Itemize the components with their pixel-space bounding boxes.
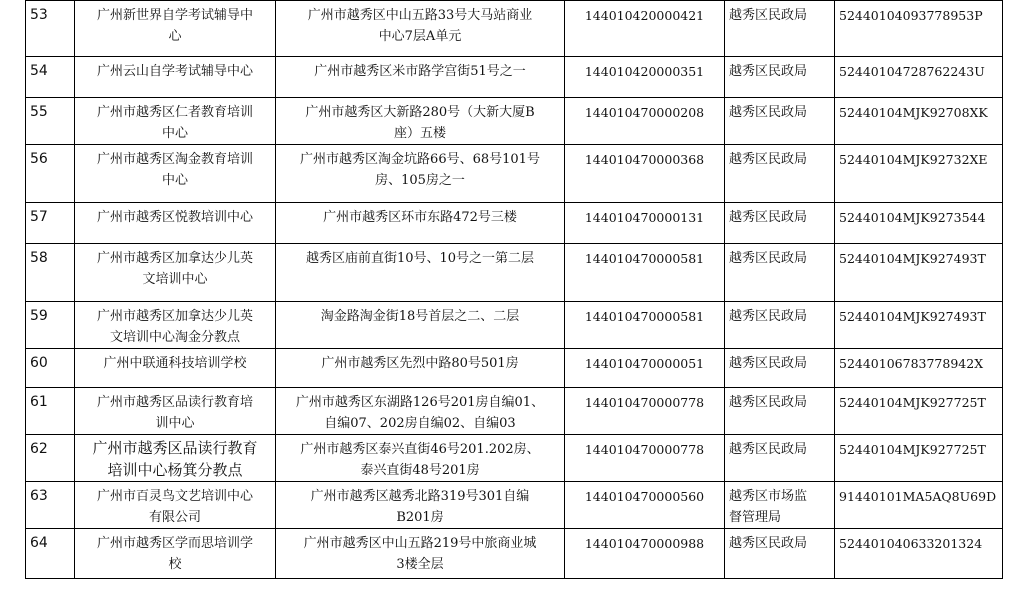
organization-address-line: 广州市越秀区中山五路219号中旅商业城 bbox=[303, 536, 537, 551]
registration-authority bbox=[725, 482, 835, 529]
credit-code: 52440104093778953P bbox=[835, 1, 1003, 57]
registration-authority bbox=[725, 145, 835, 203]
organization-address bbox=[276, 203, 565, 244]
registration-authority bbox=[725, 388, 835, 435]
organization-name-line: 广州市越秀区悦教培训中心 bbox=[96, 210, 253, 225]
organization-address-line: B201房 bbox=[396, 510, 444, 525]
organization-name-line: 广州市越秀区仁者教育培训 bbox=[96, 105, 253, 120]
registration-authority-line: 越秀区市场监 bbox=[729, 489, 808, 504]
organization-address-line: 广州市越秀区中山五路33号大马站商业 bbox=[307, 8, 533, 23]
table-row bbox=[26, 57, 1003, 98]
registration-authority bbox=[725, 57, 835, 98]
registration-authority-line: 督管理局 bbox=[729, 510, 782, 525]
table-row bbox=[26, 349, 1003, 388]
row-number: 64 bbox=[26, 529, 75, 579]
organization-name bbox=[75, 203, 276, 244]
row-number: 55 bbox=[26, 98, 75, 145]
organization-address bbox=[276, 98, 565, 145]
organization-name-line: 校 bbox=[168, 557, 182, 572]
organization-address bbox=[276, 482, 565, 529]
license-code: 144010470000131 bbox=[565, 203, 725, 244]
license-code: 144010470000581 bbox=[565, 244, 725, 302]
table-row bbox=[26, 98, 1003, 145]
registration-authority-line: 越秀区民政局 bbox=[729, 356, 808, 371]
organization-name-line: 培训中心杨箕分教点 bbox=[107, 461, 243, 479]
organization-name bbox=[75, 529, 276, 579]
credit-code: 524401040633201324 bbox=[835, 529, 1003, 579]
organization-address bbox=[276, 349, 565, 388]
organization-address-line: 广州市越秀区越秀北路319号301自编 bbox=[310, 489, 530, 504]
credit-code: 52440104MJK9273544 bbox=[835, 203, 1003, 244]
organization-name bbox=[75, 1, 276, 57]
registration-authority-line: 越秀区民政局 bbox=[729, 105, 808, 120]
row-number: 61 bbox=[26, 388, 75, 435]
table-row bbox=[26, 435, 1003, 482]
credit-code: 52440104MJK927725T bbox=[835, 435, 1003, 482]
organization-name-line: 中心 bbox=[161, 173, 188, 188]
organization-name-line: 广州市百灵鸟文艺培训中心 bbox=[96, 489, 253, 504]
organization-name-line: 广州市越秀区品读行教育培 bbox=[96, 395, 253, 410]
registration-authority-line: 越秀区民政局 bbox=[729, 8, 808, 23]
table-row bbox=[26, 302, 1003, 349]
organization-address-line: 中心7层A单元 bbox=[378, 29, 462, 44]
table-row bbox=[26, 244, 1003, 302]
organization-name bbox=[75, 302, 276, 349]
registration-authority-line: 越秀区民政局 bbox=[729, 536, 808, 551]
table-row bbox=[26, 145, 1003, 203]
organization-name-line: 广州云山自学考试辅导中心 bbox=[96, 64, 253, 79]
organization-name bbox=[75, 244, 276, 302]
registration-authority-line: 越秀区民政局 bbox=[729, 210, 808, 225]
organization-name-line: 文培训中心淘金分教点 bbox=[109, 330, 240, 345]
row-number: 62 bbox=[26, 435, 75, 482]
organization-address bbox=[276, 1, 565, 57]
organization-name-line: 文培训中心 bbox=[142, 272, 208, 287]
table-row bbox=[26, 482, 1003, 529]
organization-name bbox=[75, 57, 276, 98]
organization-address-line: 广州市越秀区环市东路472号三楼 bbox=[323, 210, 517, 225]
organization-address-line: 广州市越秀区先烈中路80号501房 bbox=[321, 356, 519, 371]
table-row bbox=[26, 1, 1003, 57]
license-code: 144010470000988 bbox=[565, 529, 725, 579]
organization-name-line: 广州中联通科技培训学校 bbox=[103, 356, 247, 371]
organization-name bbox=[75, 388, 276, 435]
license-code: 144010470000051 bbox=[565, 349, 725, 388]
registration-authority bbox=[725, 98, 835, 145]
organization-name-line: 中心 bbox=[161, 126, 188, 141]
organization-name-line: 训中心 bbox=[155, 416, 195, 431]
row-number: 53 bbox=[26, 1, 75, 57]
registration-authority-line: 越秀区民政局 bbox=[729, 395, 808, 410]
row-number: 60 bbox=[26, 349, 75, 388]
registration-authority-line: 越秀区民政局 bbox=[729, 152, 808, 167]
row-number: 56 bbox=[26, 145, 75, 203]
organization-address-line: 座）五楼 bbox=[393, 126, 446, 141]
organization-name bbox=[75, 482, 276, 529]
license-code: 144010470000778 bbox=[565, 435, 725, 482]
organization-address-line: 广州市越秀区大新路280号（大新大厦B bbox=[305, 105, 535, 120]
organization-name-line: 有限公司 bbox=[148, 510, 201, 525]
credit-code: 52440104728762243U bbox=[835, 57, 1003, 98]
organization-address-line: 越秀区庙前直街10号、10号之一第二层 bbox=[305, 251, 535, 266]
license-code: 144010420000421 bbox=[565, 1, 725, 57]
registration-authority-line: 越秀区民政局 bbox=[729, 442, 808, 457]
organization-address-line: 广州市越秀区米市路学宫街51号之一 bbox=[314, 64, 526, 79]
row-number: 58 bbox=[26, 244, 75, 302]
row-number: 54 bbox=[26, 57, 75, 98]
registration-authority-line: 越秀区民政局 bbox=[729, 309, 808, 324]
organization-name-line: 心 bbox=[168, 29, 182, 44]
table-body bbox=[26, 1, 1003, 579]
credit-code: 52440104MJK927493T bbox=[835, 244, 1003, 302]
organization-address-line: 泰兴直街48号201房 bbox=[360, 463, 480, 478]
organization-name-line: 广州市越秀区淘金教育培训 bbox=[96, 152, 253, 167]
organization-address-line: 自编07、202房自编02、自编03 bbox=[324, 416, 516, 431]
credit-code: 52440104MJK92732XE bbox=[835, 145, 1003, 203]
row-number: 57 bbox=[26, 203, 75, 244]
credit-code: 52440104MJK927493T bbox=[835, 302, 1003, 349]
table-row bbox=[26, 388, 1003, 435]
organization-address-line: 3楼全层 bbox=[396, 557, 444, 572]
organization-address bbox=[276, 302, 565, 349]
registration-authority bbox=[725, 349, 835, 388]
credit-code: 52440106783778942X bbox=[835, 349, 1003, 388]
license-code: 144010470000560 bbox=[565, 482, 725, 529]
registration-authority-line: 越秀区民政局 bbox=[729, 251, 808, 266]
registration-authority bbox=[725, 529, 835, 579]
license-code: 144010470000581 bbox=[565, 302, 725, 349]
organization-address bbox=[276, 145, 565, 203]
organization-name-line: 广州市越秀区加拿达少儿英 bbox=[96, 309, 253, 324]
organization-name-line: 广州新世界自学考试辅导中 bbox=[96, 8, 253, 23]
license-code: 144010420000351 bbox=[565, 57, 725, 98]
organization-address bbox=[276, 244, 565, 302]
license-code: 144010470000368 bbox=[565, 145, 725, 203]
row-number: 59 bbox=[26, 302, 75, 349]
table-row bbox=[26, 529, 1003, 579]
organization-address-line: 广州市越秀区淘金坑路66号、68号101号 bbox=[300, 152, 540, 167]
organization-address bbox=[276, 435, 565, 482]
credit-code: 52440104MJK927725T bbox=[835, 388, 1003, 435]
organization-address-line: 淘金路淘金街18号首层之二、二层 bbox=[320, 309, 520, 324]
license-code: 144010470000778 bbox=[565, 388, 725, 435]
organization-address bbox=[276, 529, 565, 579]
organization-name bbox=[75, 435, 276, 482]
organization-name-line: 广州市越秀区学而思培训学 bbox=[96, 536, 253, 551]
registration-authority bbox=[725, 302, 835, 349]
organization-name bbox=[75, 145, 276, 203]
registration-authority bbox=[725, 244, 835, 302]
organization-address-line: 房、105房之一 bbox=[375, 173, 465, 188]
registration-authority-line: 越秀区民政局 bbox=[729, 64, 808, 79]
row-number: 63 bbox=[26, 482, 75, 529]
organization-address bbox=[276, 57, 565, 98]
organization-name-line: 广州市越秀区品读行教育 bbox=[92, 439, 258, 457]
registration-authority bbox=[725, 203, 835, 244]
credit-code: 52440104MJK92708XK bbox=[835, 98, 1003, 145]
credit-code: 91440101MA5AQ8U69D bbox=[835, 482, 1003, 529]
registration-authority bbox=[725, 1, 835, 57]
organization-address-line: 广州市越秀区泰兴直街46号201.202房、 bbox=[300, 442, 540, 457]
organization-table bbox=[25, 0, 1003, 579]
organization-address bbox=[276, 388, 565, 435]
organization-name-line: 广州市越秀区加拿达少儿英 bbox=[96, 251, 253, 266]
registration-authority bbox=[725, 435, 835, 482]
license-code: 144010470000208 bbox=[565, 98, 725, 145]
table-row bbox=[26, 203, 1003, 244]
organization-name bbox=[75, 98, 276, 145]
organization-name bbox=[75, 349, 276, 388]
organization-address-line: 广州市越秀区东湖路126号201房自编01、 bbox=[295, 395, 545, 410]
